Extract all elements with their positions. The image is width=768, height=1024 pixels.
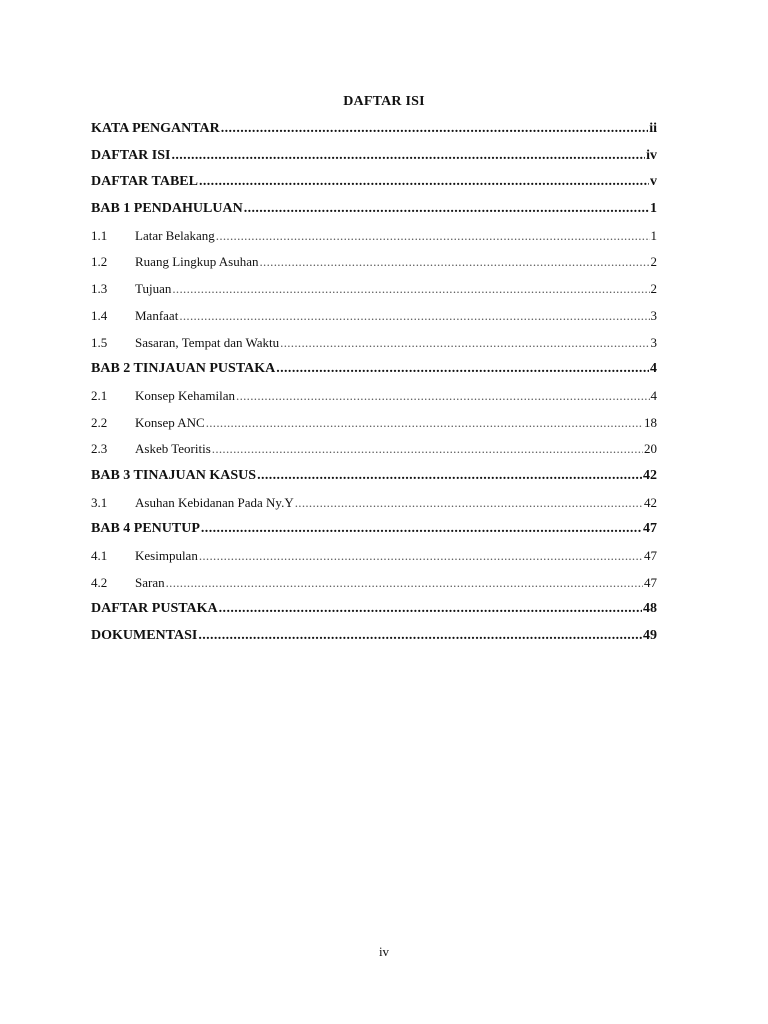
toc-entry-title: BAB 2 TINJAUAN PUSTAKA	[91, 361, 276, 377]
toc-dot-leader	[236, 383, 649, 410]
toc-dot-leader	[221, 116, 648, 143]
toc-dot-leader	[198, 623, 642, 650]
toc-section-entry[interactable]	[91, 223, 657, 250]
toc-dot-leader	[201, 516, 642, 543]
toc-chapter-entry[interactable]	[91, 143, 657, 170]
toc-page-number: 2	[650, 281, 657, 297]
toc-section-entry[interactable]	[91, 303, 657, 330]
toc-entry-title: Manfaat	[135, 307, 179, 323]
toc-section-entry[interactable]	[91, 276, 657, 303]
toc-entry-title: Konsep Kehamilan	[135, 387, 236, 403]
toc-dot-leader	[219, 596, 642, 623]
toc-entry-title: KATA PENGANTAR	[91, 121, 220, 136]
toc-page-number: 47	[644, 574, 657, 590]
toc-page-number: 18	[644, 414, 657, 430]
toc-chapter-entry[interactable]	[91, 116, 657, 143]
toc-page-number: 47	[644, 548, 657, 563]
toc-page-number: ii	[649, 121, 657, 136]
toc-chapter-entry[interactable]	[91, 463, 657, 490]
toc-dot-leader	[206, 410, 643, 437]
toc-dot-leader	[199, 169, 649, 196]
toc-dot-leader	[166, 570, 643, 597]
toc-dot-leader	[295, 490, 643, 517]
toc-section-entry[interactable]	[91, 490, 657, 517]
toc-page-number: 4	[650, 387, 657, 403]
toc-section-number: 1.4	[91, 307, 108, 323]
toc-entry-title: Sasaran, Tempat dan Waktu	[135, 334, 280, 350]
toc-entry-title: DOKUMENTASI	[91, 628, 198, 644]
toc-entry-title: Askeb Teoritis	[135, 441, 211, 457]
toc-dot-leader	[276, 356, 649, 383]
toc-page-number: 3	[650, 307, 657, 323]
toc-entry-title: Konsep ANC	[135, 414, 205, 430]
toc-section-number: 1.1	[91, 227, 108, 243]
toc-entry-title: Tujuan	[135, 281, 172, 297]
toc-section-number: 2.2	[91, 414, 108, 430]
toc-section-entry[interactable]	[91, 436, 657, 463]
toc-section-entry[interactable]	[91, 543, 657, 570]
toc-entry-title: Latar Belakang	[135, 227, 215, 243]
toc-entry-title: BAB 1 PENDAHULUAN	[91, 201, 243, 217]
toc-entry-title: DAFTAR TABEL	[91, 174, 198, 190]
toc-chapter-entry[interactable]	[91, 169, 657, 196]
toc-page-number: 49	[643, 628, 657, 644]
toc-entry-title: Saran	[135, 574, 165, 590]
toc-section-number: 2.3	[91, 441, 108, 457]
toc-chapter-entry[interactable]	[91, 356, 657, 383]
toc-section-number: 4.1	[91, 548, 108, 563]
toc-page-number: iv	[646, 147, 657, 163]
toc-dot-leader	[199, 543, 643, 570]
toc-page-number: 1	[650, 201, 657, 217]
toc-entry-title: BAB 4 PENUTUP	[91, 521, 200, 537]
toc-page-number: 2	[650, 254, 657, 270]
toc-section-entry[interactable]	[91, 570, 657, 597]
toc-dot-leader	[280, 330, 649, 357]
toc-chapter-entry[interactable]	[91, 596, 657, 623]
toc-section-number: 4.2	[91, 574, 108, 590]
toc-section-number: 1.2	[91, 254, 108, 270]
toc-section-number: 1.5	[91, 334, 108, 350]
toc-dot-leader	[171, 143, 645, 170]
toc-page-number: 48	[643, 601, 657, 617]
toc-page-number: 20	[644, 441, 657, 457]
toc-section-entry[interactable]	[91, 410, 657, 437]
page-number: iv	[378, 944, 390, 959]
toc-dot-leader	[212, 436, 643, 463]
toc-entry-title: Asuhan Kebidanan Pada Ny.Y	[135, 494, 294, 510]
table-of-contents	[91, 116, 657, 650]
toc-page-number: 1	[650, 227, 657, 243]
toc-dot-leader	[260, 249, 650, 276]
toc-section-entry[interactable]	[91, 249, 657, 276]
toc-page-number: 42	[644, 494, 657, 510]
toc-entry-title: Kesimpulan	[135, 548, 198, 563]
toc-entry-title: DAFTAR ISI	[91, 147, 171, 163]
toc-dot-leader	[257, 463, 642, 490]
toc-page-number: 4	[650, 361, 657, 377]
toc-dot-leader	[179, 303, 649, 330]
toc-section-entry[interactable]	[91, 383, 657, 410]
toc-dot-leader	[216, 223, 650, 250]
toc-page-number: 42	[643, 467, 657, 483]
toc-dot-leader	[244, 196, 649, 223]
toc-page-number: 3	[650, 334, 657, 350]
toc-chapter-entry[interactable]	[91, 196, 657, 223]
toc-section-number: 3.1	[91, 494, 108, 510]
page-title: DAFTAR ISI	[343, 94, 425, 109]
toc-chapter-entry[interactable]	[91, 623, 657, 650]
toc-entry-title: DAFTAR PUSTAKA	[91, 601, 218, 617]
toc-entry-title: BAB 3 TINAJUAN KASUS	[91, 467, 257, 483]
toc-page-number: 47	[643, 521, 657, 537]
toc-section-number: 1.3	[91, 281, 108, 297]
toc-dot-leader	[172, 276, 649, 303]
toc-chapter-entry[interactable]	[91, 516, 657, 543]
toc-section-number: 2.1	[91, 387, 108, 403]
toc-page-number: v	[650, 174, 657, 190]
toc-section-entry[interactable]	[91, 330, 657, 357]
toc-entry-title: Ruang Lingkup Asuhan	[135, 254, 259, 270]
